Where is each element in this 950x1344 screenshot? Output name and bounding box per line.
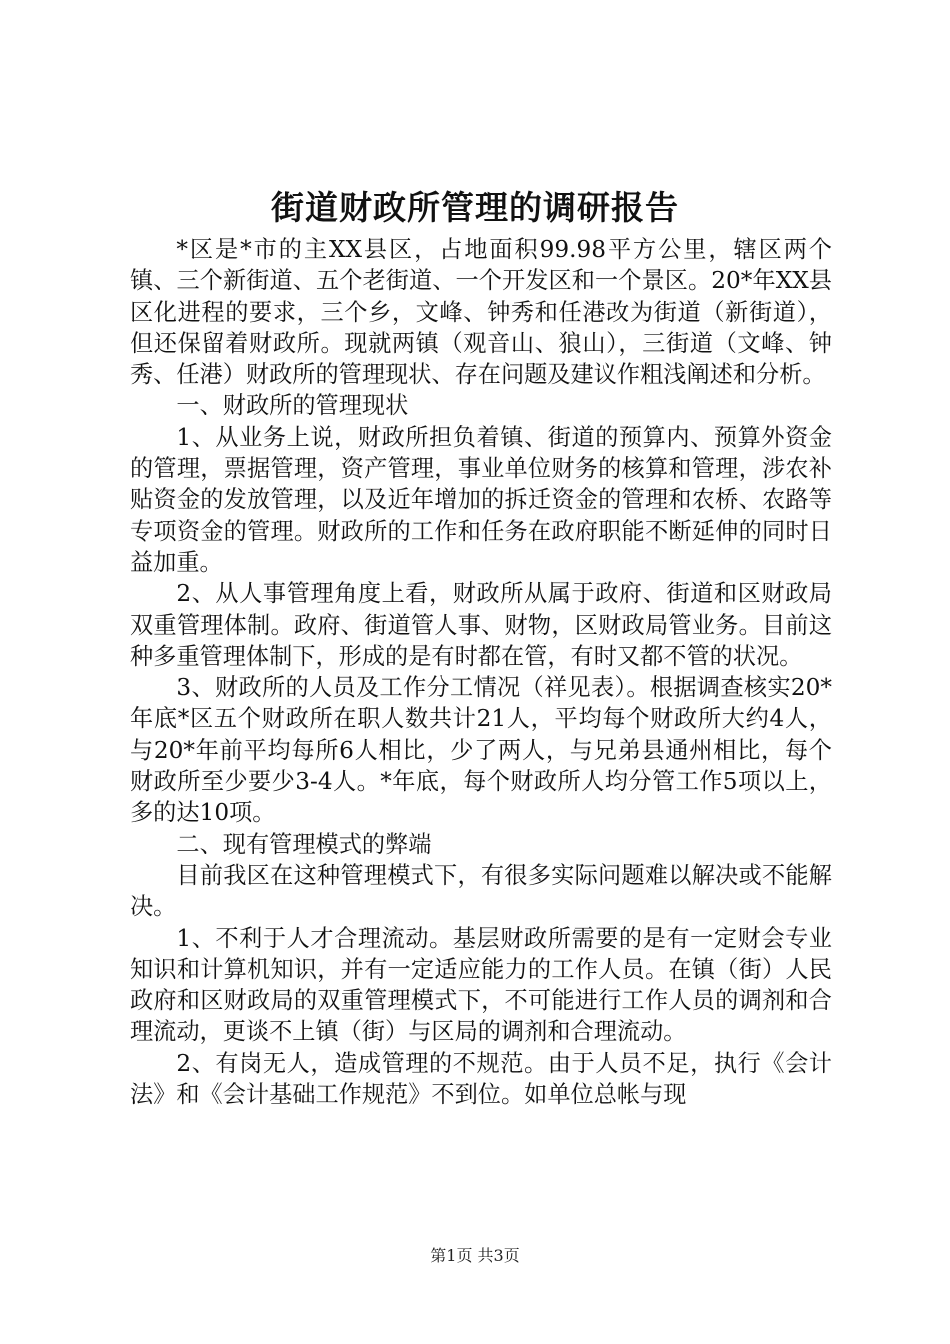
paragraph-intro: *区是*市的主XX县区，占地面积99.98平方公里，辖区两个镇、三个新街道、五个老街道、一个开发区和一个景区。20*年XX县区化进程的要求，三个乡，文峰、钟秀和任港改为街道（新街道），但还保留着财政所。现就两镇（观音山、狼山），三街道（文峰、钟秀、任港）财政所的管理现状、存在问题及建议作粗浅阐述和分析。 — [130, 236, 832, 389]
section-heading-2: 二、现有管理模式的弊端 — [176, 830, 432, 858]
page-footer: 第1页 共3页 — [430, 1246, 520, 1265]
section-heading-1: 一、财政所的管理现状 — [176, 392, 409, 420]
document-title: 街道财政所管理的调研报告 — [271, 188, 679, 227]
paragraph-2-2: 2、有岗无人，造成管理的不规范。由于人员不足，执行《会计法》和《会计基础工作规范》不到位。如单位总帐与现 — [130, 1049, 832, 1109]
paragraph-2-intro: 目前我区在这种管理模式下，有很多实际问题难以解决或不能解决。 — [130, 861, 832, 921]
paragraph-1-3: 3、财政所的人员及工作分工情况（祥见表）。根据调查核实20*年底*区五个财政所在职人数共计21人，平均每个财政所大约4人，与20*年前平均每所6人相比，少了两人，与兄弟县通州相比，每个财政所至少要少3-4人。*年底，每个财政所人均分管工作5项以上，多的达10项。 — [130, 674, 832, 827]
document-body — [130, 234, 832, 1110]
paragraph-1-2: 2、从人事管理角度上看，财政所从属于政府、街道和区财政局双重管理体制。政府、街道管人事、财物，区财政局管业务。目前这种多重管理体制下，形成的是有时都在管，有时又都不管的状况。 — [130, 580, 832, 670]
paragraph-1-1: 1、从业务上说，财政所担负着镇、街道的预算内、预算外资金的管理，票据管理，资产管理，事业单位财务的核算和管理，涉农补贴资金的发放管理，以及近年增加的拆迁资金的管理和农桥、农路等专项资金的管理。财政所的工作和任务在政府职能不断延伸的同时日益加重。 — [130, 423, 832, 576]
paragraph-2-1: 1、不利于人才合理流动。基层财政所需要的是有一定财会专业知识和计算机知识，并有一定适应能力的工作人员。在镇（街）人民政府和区财政局的双重管理模式下，不可能进行工作人员的调剂和合理流动，更谈不上镇（街）与区局的调剂和合理流动。 — [130, 924, 832, 1046]
